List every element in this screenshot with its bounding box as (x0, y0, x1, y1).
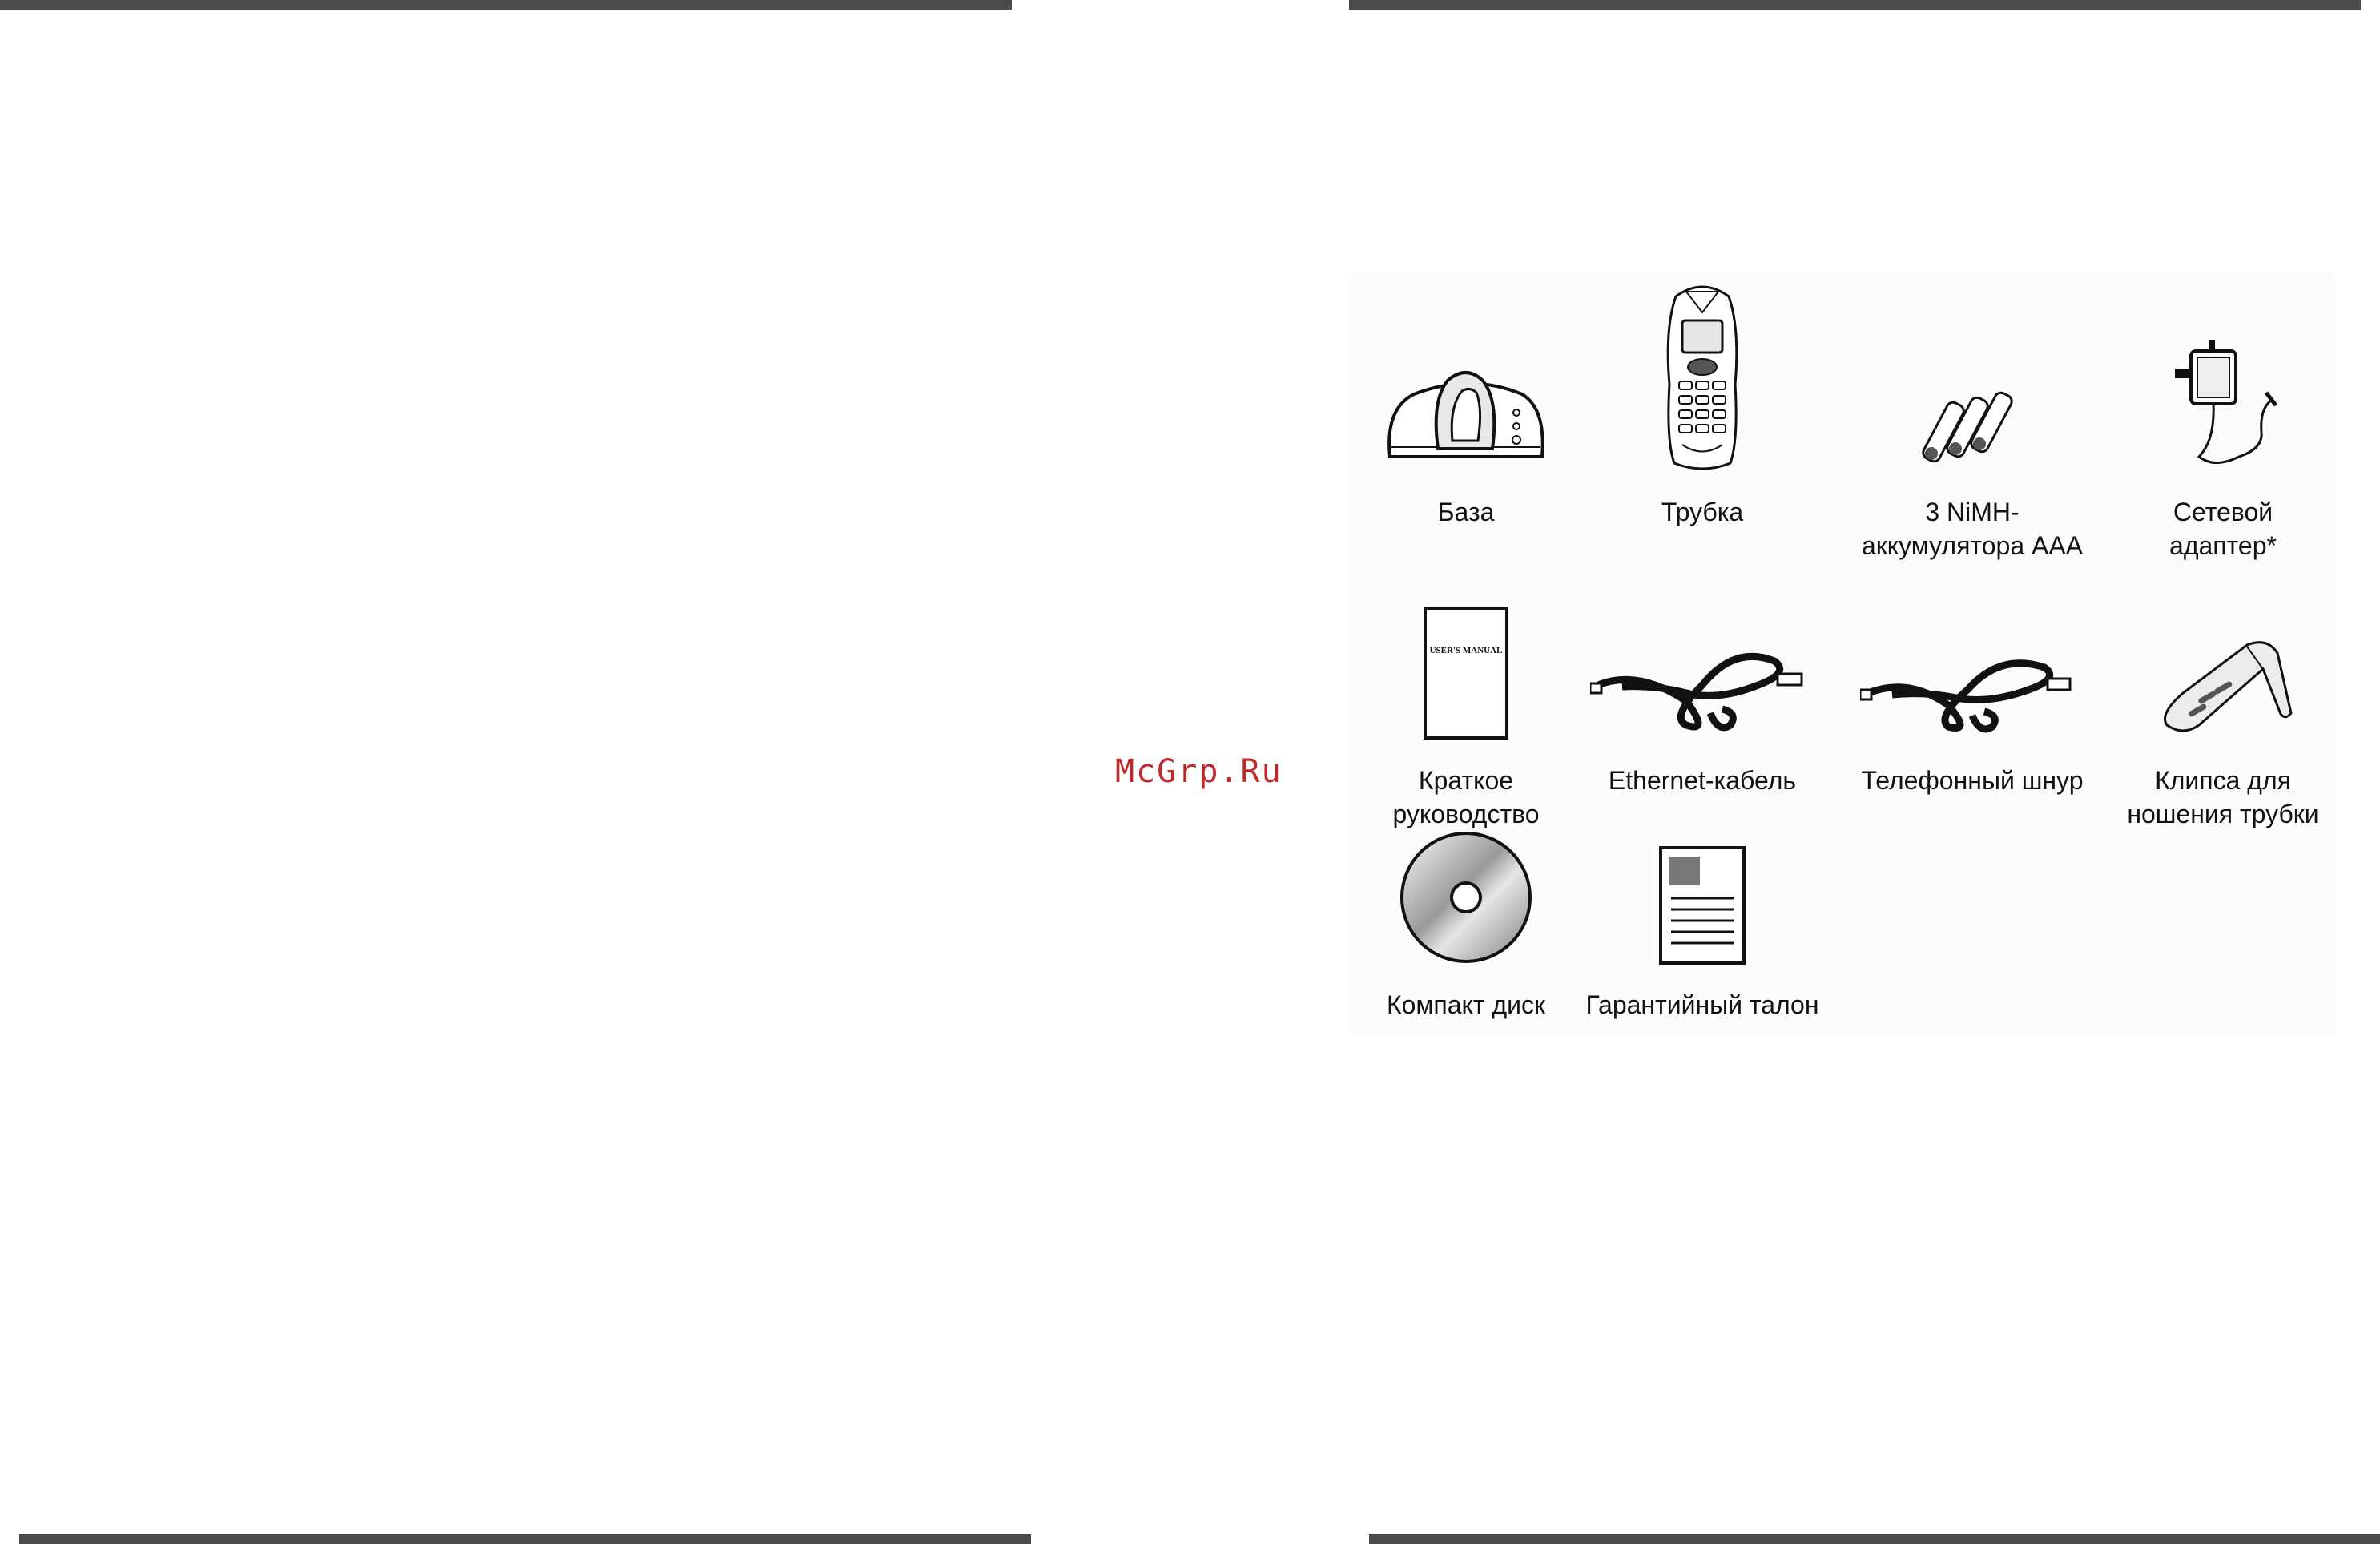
item-base (1346, 272, 1586, 529)
item-handset (1582, 272, 1822, 529)
compact-disc-icon (1398, 829, 1534, 966)
top-right-rule (1349, 0, 2361, 10)
item-label: База (1437, 498, 1495, 526)
handset-icon (1658, 280, 1746, 473)
top-left-rule (0, 0, 1012, 10)
item-label: 3 NiMH- аккумулятора AAA (1861, 498, 2084, 560)
item-phone-cord (1852, 541, 2092, 797)
warranty-card-icon (1658, 845, 1746, 966)
item-belt-clip (2103, 541, 2343, 831)
phone-cord-icon (1860, 637, 2084, 741)
ethernet-cable-icon (1590, 637, 1814, 741)
batteries-icon (1920, 385, 2024, 473)
item-adapter (2103, 272, 2343, 562)
item-ethernet (1582, 541, 1822, 797)
power-adapter-icon (2159, 337, 2287, 473)
item-label: Клипса для ношения трубки (2127, 766, 2319, 828)
item-cd (1346, 781, 1586, 1022)
package-contents (1350, 272, 2335, 1034)
watermark: McGrp.Ru (1115, 753, 1283, 790)
item-batteries (1852, 272, 2092, 562)
belt-clip-icon (2151, 637, 2295, 741)
item-label: Ethernet-кабель (1608, 766, 1797, 795)
item-label: Гарантийный талон (1585, 990, 1819, 1019)
manual-cover-text: USER'S MANUAL (1429, 646, 1503, 655)
item-warranty (1582, 781, 1822, 1022)
item-label: Трубка (1661, 498, 1744, 526)
bottom-right-rule (1369, 1534, 2380, 1544)
base-station-icon (1382, 345, 1550, 473)
item-label: Краткое руководство (1392, 766, 1540, 828)
item-label: Компакт диск (1386, 990, 1545, 1019)
bottom-left-rule (19, 1534, 1031, 1544)
item-label: Телефонный шнур (1861, 766, 2084, 795)
item-label: Сетевой адаптер* (2169, 498, 2277, 560)
manual-booklet-icon (1422, 605, 1510, 741)
